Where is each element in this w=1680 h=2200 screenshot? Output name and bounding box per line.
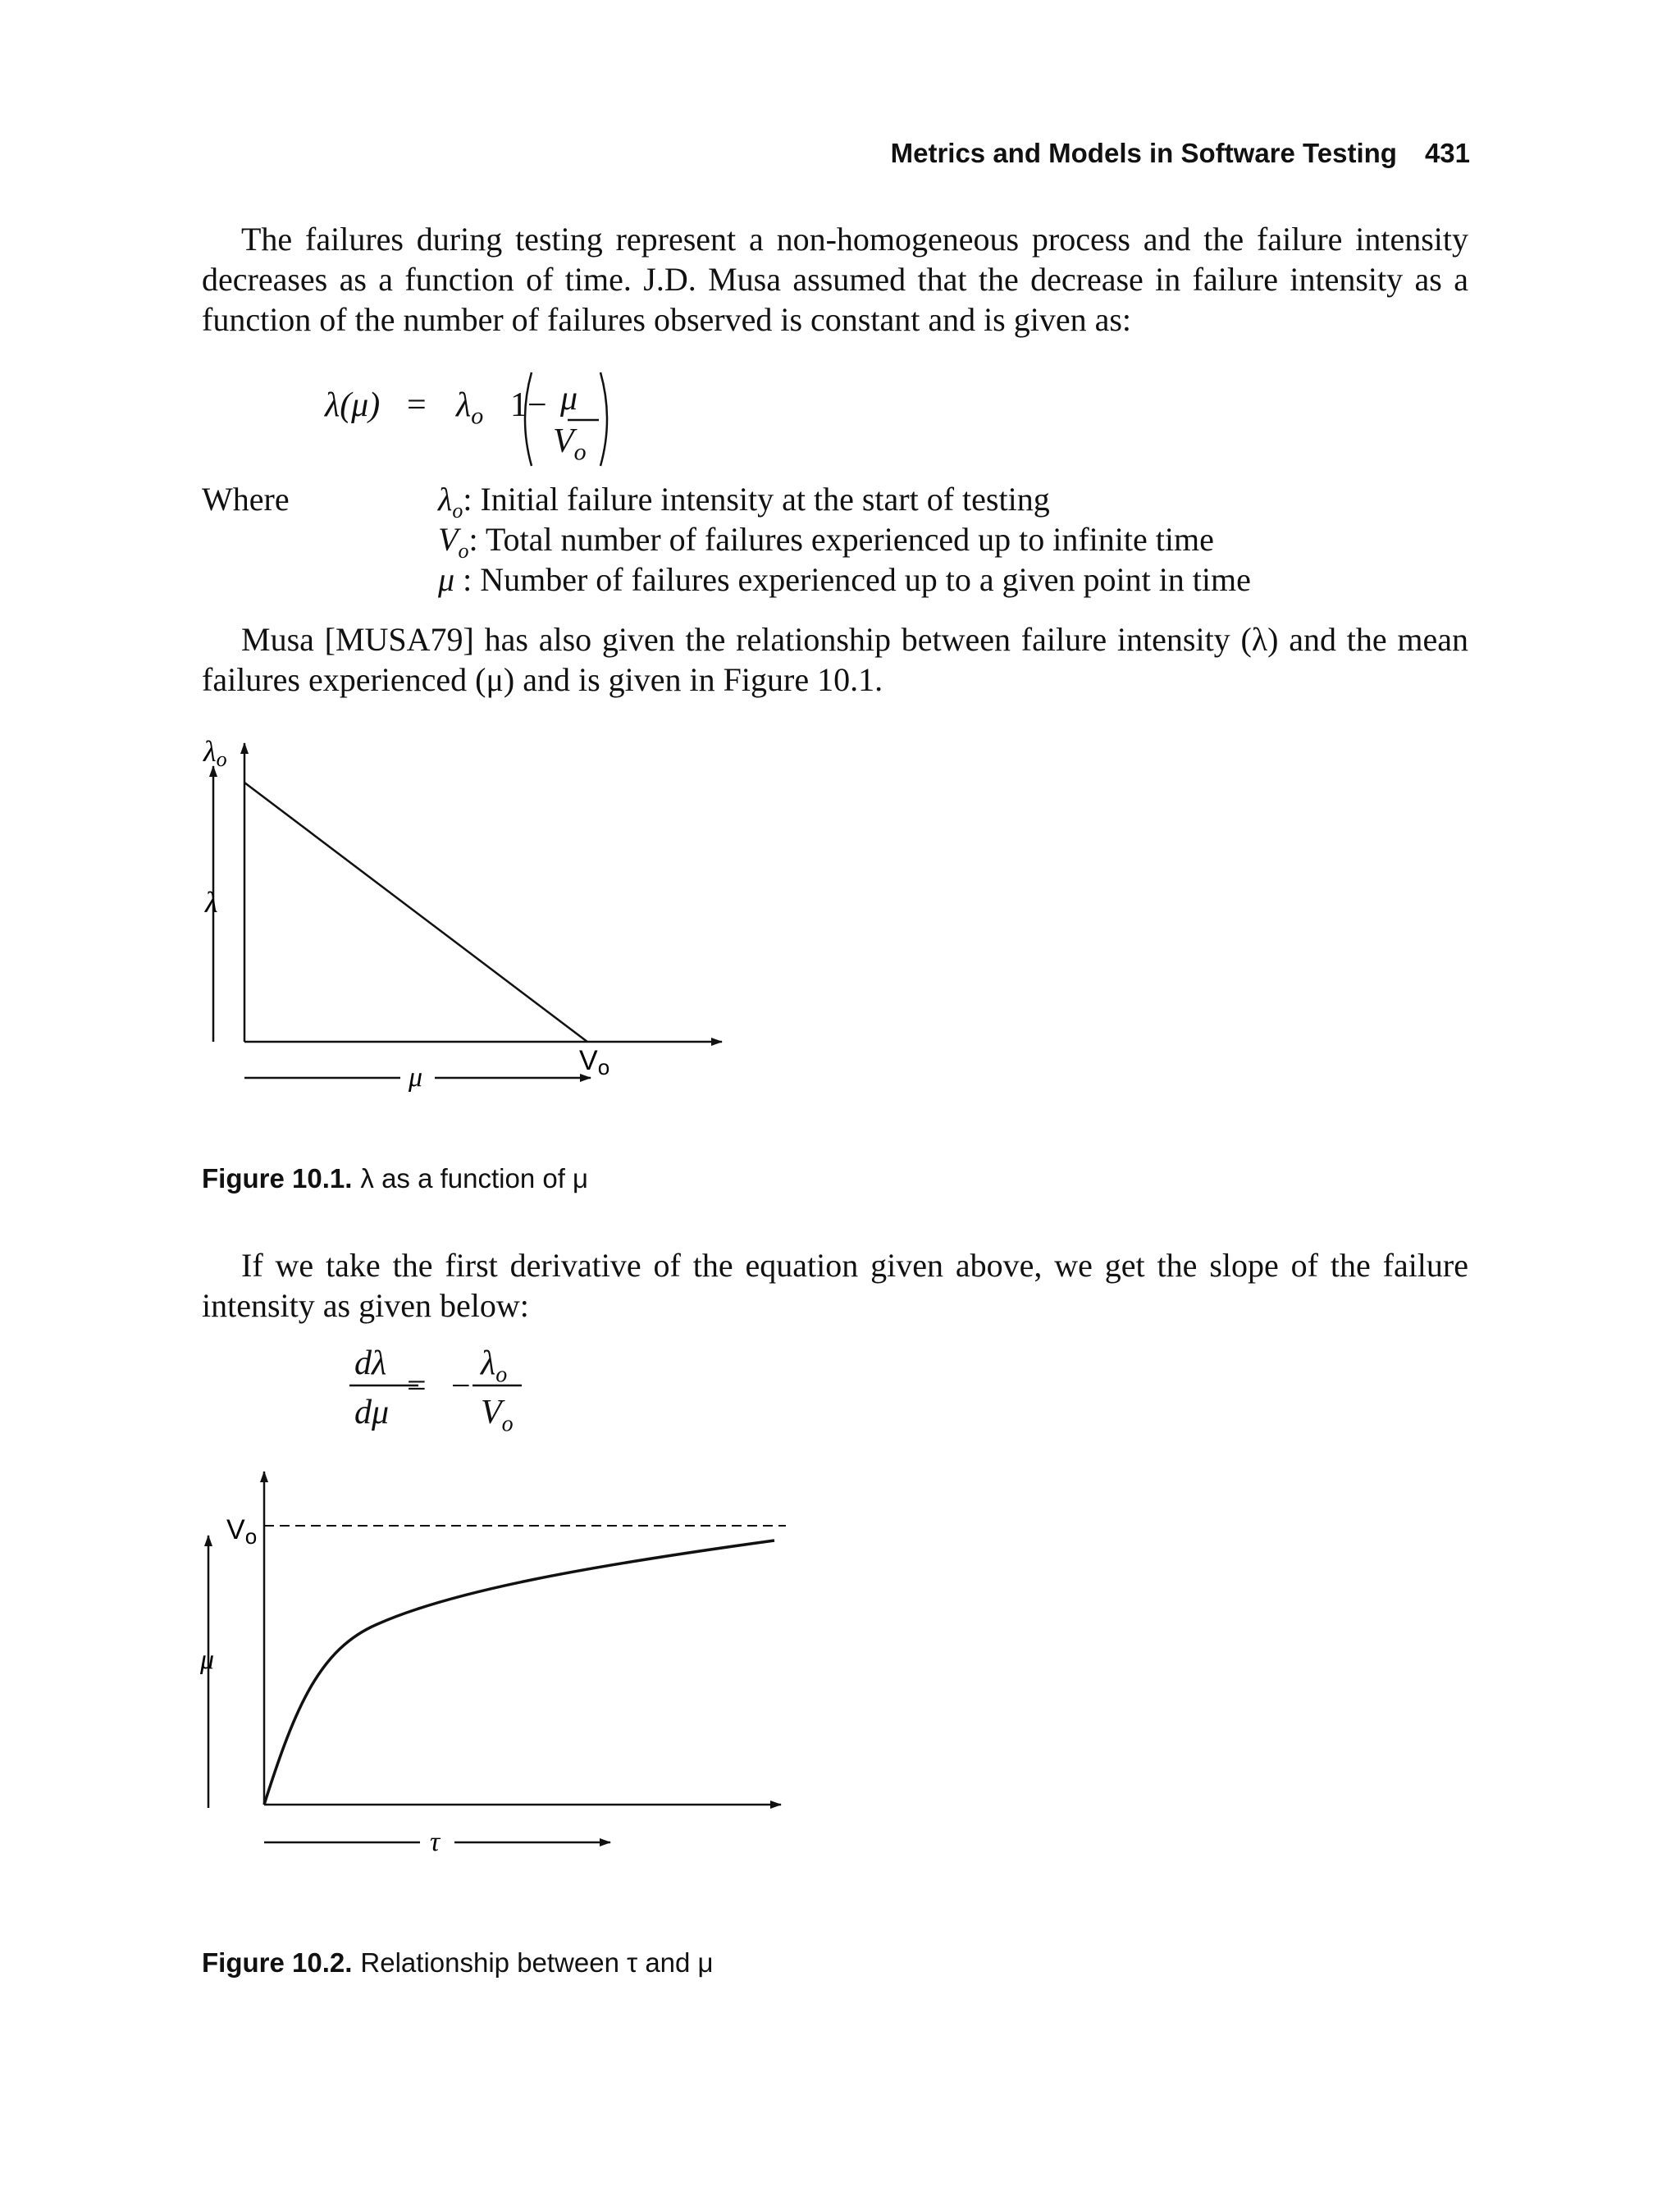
figure-10-1-caption: [202, 1163, 588, 1194]
running-header: [891, 138, 1470, 169]
definition-symbol: V: [438, 521, 459, 558]
figure2-caption-label: Figure 10.2.: [202, 1947, 353, 1978]
definition-mu: [438, 559, 1251, 600]
equation2-rhs-fraction-bar: [472, 1383, 522, 1388]
page-number: 431: [1424, 138, 1470, 168]
definition-symbol: λ: [438, 481, 453, 518]
definition-text: : Total number of failures experienced up to infinite time: [468, 521, 1214, 558]
figure-10-2-diagram: [189, 1460, 796, 1862]
running-title: Metrics and Models in Software Testing: [890, 138, 1397, 168]
figure2-asymptote-label: Vo: [226, 1514, 258, 1549]
definition-sub: o: [452, 499, 463, 523]
where-label: Where: [202, 481, 290, 518]
equation1-equals: =: [407, 386, 427, 424]
equation1-denominator-v: V: [553, 422, 574, 460]
figure1-y-axis-label: λ: [205, 886, 218, 919]
figure2-caption-text: Relationship between τ and μ: [360, 1947, 714, 1978]
definitions-list: [438, 479, 1251, 600]
definition-text: : Number of failures experienced up to a given point in time: [454, 561, 1251, 598]
figure2-y-axis-label: μ: [200, 1645, 215, 1675]
figure-10-1-diagram: [189, 730, 746, 1099]
equation2-minus: −: [451, 1367, 471, 1405]
equation1-lambda0: [456, 386, 483, 430]
definition-v0: [438, 519, 1251, 563]
equation2-equals: =: [407, 1367, 427, 1405]
equation2-rhs-den-sub: o: [501, 1411, 514, 1437]
figure1-caption-text: λ as a function of μ: [360, 1163, 589, 1194]
equation1-lambda-sub: o: [471, 402, 484, 430]
figure-10-2-caption: [202, 1947, 714, 1979]
equation2-rhs-numerator: [481, 1344, 507, 1388]
figure1-y-top-label: λo: [203, 735, 227, 771]
equation1-denominator-sub: o: [573, 438, 587, 466]
figure1-intensity-line: [244, 783, 587, 1042]
equation1-one-minus: 1−: [510, 386, 547, 424]
equation1-numerator: μ: [560, 380, 578, 418]
definition-sub: o: [458, 539, 469, 563]
figure2-curve: [264, 1540, 774, 1805]
equation1-lhs: λ(μ): [325, 386, 381, 424]
definition-symbol: μ: [438, 561, 455, 598]
equation1-denominator: [553, 422, 587, 466]
paragraph-intro: The failures during testing represent a non-homogeneous process and the failure intensity decreases as a function of time. J.D. Musa assumed that the decrease in failure intensity as a function of the number of failures observed is constant and is given as:: [202, 221, 1468, 338]
equation2-rhs-denominator: [481, 1393, 514, 1437]
figure1-x-axis-label: μ: [409, 1062, 423, 1093]
equation2-lhs-denominator: dμ: [354, 1394, 390, 1431]
paragraph-derivative: If we take the first derivative of the equation given above, we get the slope of the failure intensity as given below:: [202, 1247, 1468, 1324]
figure1-caption-label: Figure 10.1.: [202, 1163, 353, 1194]
definition-lambda0: [438, 479, 1251, 523]
equation2-lhs-numerator: dλ: [354, 1344, 387, 1382]
equation-lambda-mu: [325, 386, 380, 425]
equation1-lambda-symbol: λ: [456, 386, 472, 424]
paragraph-musa: Musa [MUSA79] has also given the relationship between failure intensity (λ) and the mean failures experienced (μ) and is given in Figure 10.1.: [202, 621, 1468, 698]
equation2-rhs-lambda: λ: [481, 1344, 496, 1382]
figure2-x-axis-label: τ: [430, 1827, 441, 1857]
equation2-rhs-num-sub: o: [495, 1362, 508, 1388]
equation2-rhs-v: V: [481, 1394, 502, 1431]
figure1-x-end-label: Vo: [579, 1045, 610, 1079]
definition-text: : Initial failure intensity at the start of testing: [463, 481, 1050, 518]
